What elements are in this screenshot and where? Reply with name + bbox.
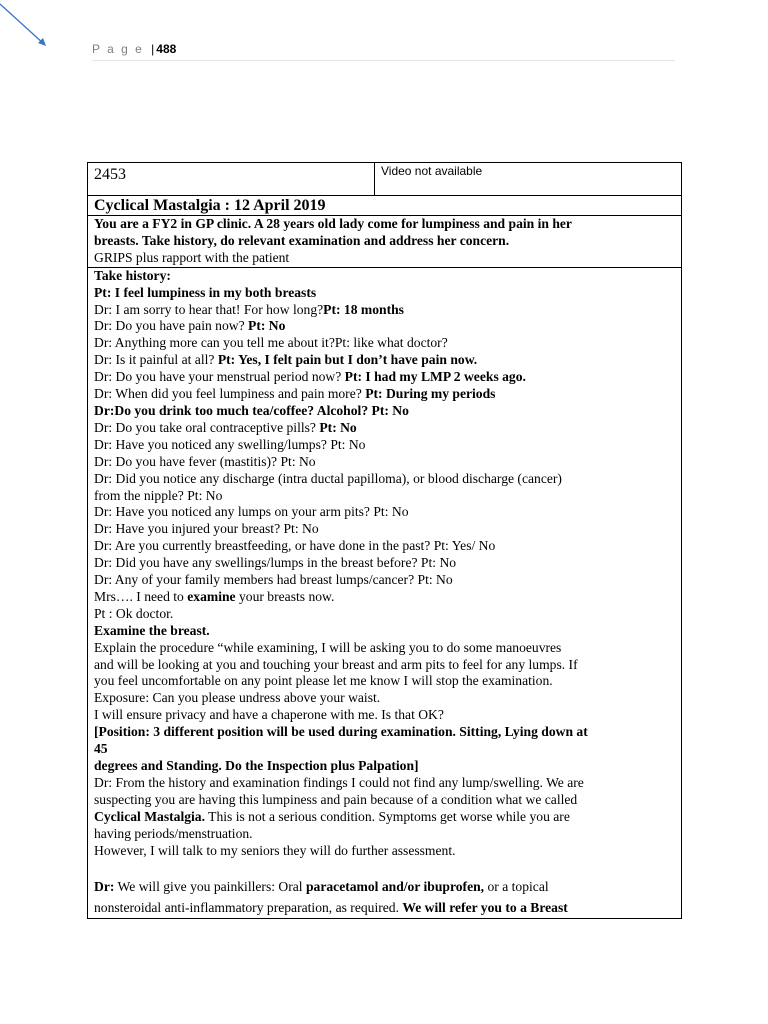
- case-id: 2453: [88, 163, 375, 195]
- dialogue-line: degrees and Standing. Do the Inspection plus Palpation]: [94, 758, 419, 773]
- dialogue-line: Dr: Did you notice any discharge (intra ductal papilloma), or blood discharge (cancer): [94, 470, 562, 486]
- dialogue-line: Dr: I am sorry to hear that! For how long?Pt: 18 months: [94, 301, 404, 317]
- dialogue-line: Pt: I feel lumpiness in my both breasts: [94, 284, 317, 300]
- dialogue-line: Dr: Have you injured your breast? Pt: No: [94, 521, 319, 537]
- dialogue-line: Dr: Is it painful at all? Pt: Yes, I felt pain but I don’t have pain now.: [94, 352, 478, 368]
- dialogue-line: Dr: Any of your family members had breast lumps/cancer? Pt: No: [94, 572, 453, 588]
- dialogue-line: Dr: Do you have your menstrual period now? Pt: I had my LMP 2 weeks ago.: [94, 369, 526, 385]
- dialogue-line: Dr: Do you take oral contraceptive pills? Pt: No: [94, 419, 357, 435]
- page-number: 488: [156, 42, 177, 56]
- dialogue-line: and will be looking at you and touching your breast and arm pits to feel for any lumps. If: [94, 656, 578, 672]
- dialogue-line: [Position: 3 different position will be used during examination. Sitting, Lying down at: [94, 724, 588, 740]
- case-title: Cyclical Mastalgia : 12 April 2019: [88, 195, 681, 215]
- dialogue-line: Dr: Anything more can you tell me about it?Pt: like what doctor?: [94, 335, 448, 351]
- dialogue-line: Mrs…. I need to examine your breasts now.: [94, 588, 335, 604]
- dialogue-line: Dr: Do you have pain now? Pt: No: [94, 318, 286, 334]
- task-line: You are a FY2 in GP clinic. A 28 years old lady come for lumpiness and pain in her: [94, 216, 572, 231]
- dialogue-cell: [88, 267, 681, 919]
- dialogue-line: Explain the procedure “while examining, I will be asking you to do some manoeuvres: [94, 639, 562, 655]
- dialogue-line: Exposure: Can you please undress above your waist.: [94, 690, 381, 706]
- scenario-cell: [88, 215, 681, 267]
- spacer: [94, 859, 675, 876]
- dialogue-line: Pt : Ok doctor.: [94, 605, 174, 621]
- dialogue-line: Cyclical Mastalgia. This is not a serious condition. Symptoms get worse while you are: [94, 808, 570, 824]
- dialogue-line: Dr: We will give you painkillers: Oral paracetamol and/or ibuprofen, or a topical: [94, 879, 549, 895]
- video-status: Video not available: [381, 164, 483, 178]
- dialogue-line: you feel uncomfortable on any point please let me know I will stop the examination.: [94, 673, 553, 689]
- dialogue-line: 45: [94, 741, 108, 757]
- case-id-row: [88, 163, 681, 195]
- dialogue-line: Dr: Are you currently breastfeeding, or have done in the past? Pt: Yes/ No: [94, 538, 496, 554]
- dialogue-line: Dr: Did you have any swellings/lumps in the breast before? Pt: No: [94, 555, 457, 571]
- page-word: P a g e: [92, 42, 144, 56]
- dialogue-line: However, I will talk to my seniors they will do further assessment.: [94, 842, 456, 858]
- task-line: breasts. Take history, do relevant examination and address her concern.: [94, 232, 510, 248]
- dialogue-line: Dr: Have you noticed any swelling/lumps? Pt: No: [94, 436, 366, 452]
- dialogue-line: suspecting you are having this lumpiness and pain because of a condition what we called: [94, 791, 578, 807]
- page-separator: |: [151, 42, 155, 56]
- dialogue-line: nonsteroidal anti-inflammatory preparation, as required. We will refer you to a Breast: [94, 900, 568, 916]
- section-heading: Take history:: [94, 267, 171, 283]
- dialogue-line: from the nipple? Pt: No: [94, 487, 223, 503]
- dialogue-line: Dr: From the history and examination findings I could not find any lump/swelling. We are: [94, 774, 584, 790]
- dialogue-line: having periods/menstruation.: [94, 825, 253, 841]
- dialogue-line: Dr: When did you feel lumpiness and pain more? Pt: During my periods: [94, 386, 496, 402]
- case-table: [87, 162, 682, 919]
- dialogue-line: Dr:Do you drink too much tea/coffee? Alcohol? Pt: No: [94, 402, 409, 418]
- section-heading: Examine the breast.: [94, 622, 210, 638]
- page-header: [92, 42, 176, 56]
- dialogue-line: I will ensure privacy and have a chaperone with me. Is that OK?: [94, 707, 444, 723]
- grips-line: GRIPS plus rapport with the patient: [94, 249, 290, 265]
- dialogue-line: Dr: Have you noticed any lumps on your arm pits? Pt: No: [94, 504, 409, 520]
- corner-arrow-icon: [0, 0, 60, 60]
- header-rule: [92, 60, 675, 61]
- dialogue-line: Dr: Do you have fever (mastitis)? Pt: No: [94, 453, 316, 469]
